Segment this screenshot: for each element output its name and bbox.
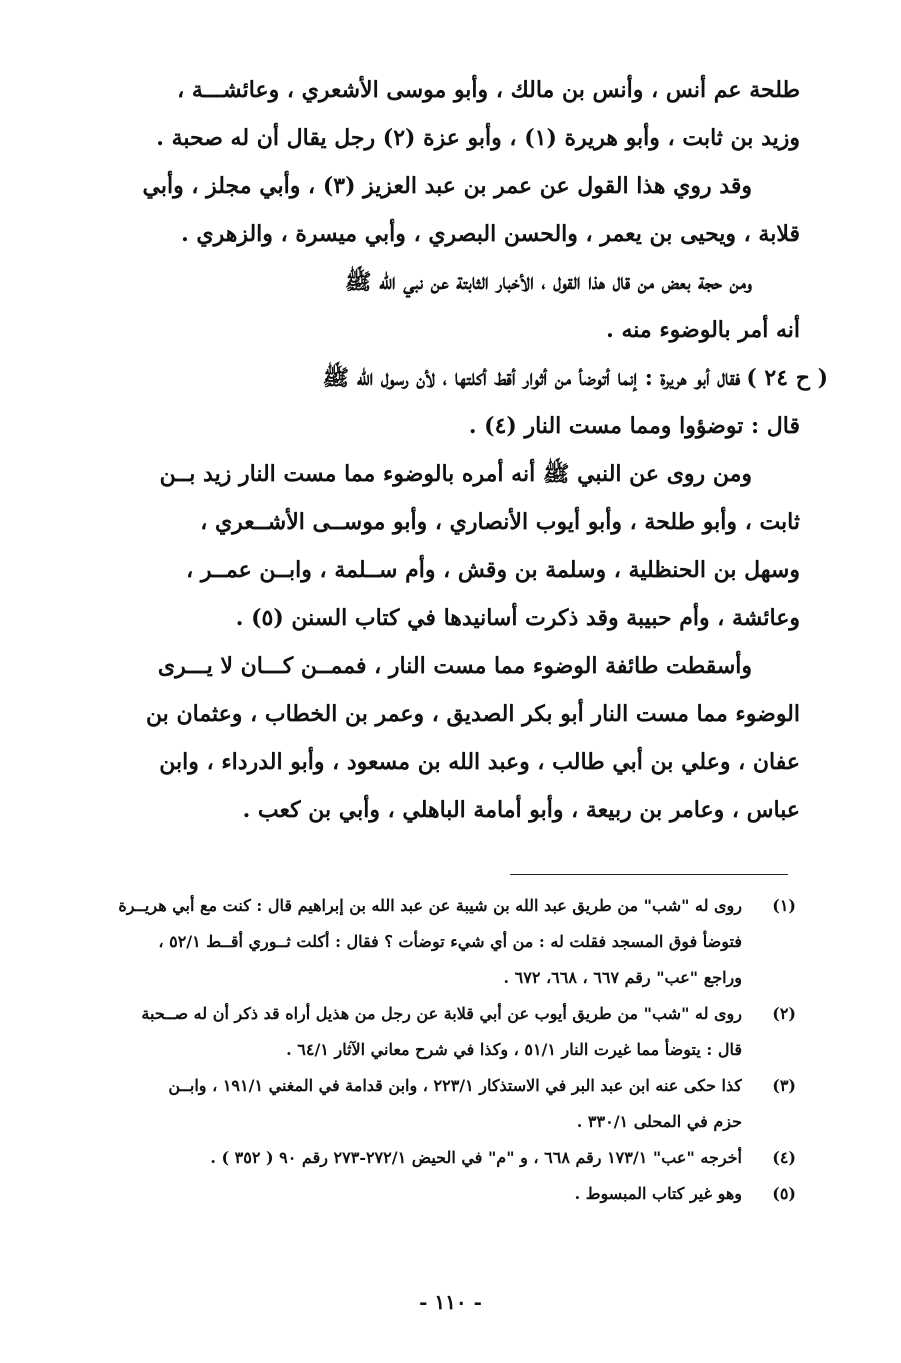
footnote-line: قال : يتوضأ مما غيرت النار ٥١/١ ، وكذا في شرح معاني الآثار ٦٤/١ . xyxy=(286,1040,742,1059)
text-line: الوضوء مما مست النار أبو بكر الصديق ، وعمر بن الخطاب ، وعثمان بن xyxy=(145,701,800,727)
page-number: - ١١٠ - xyxy=(419,1290,482,1314)
hadith-line xyxy=(80,354,828,402)
text-line: طلحة عم أنس ، وأنس بن مالك ، وأبو موسى الأشعري ، وعائشـــة ، xyxy=(177,77,800,103)
footnote-line: كذا حكى عنه ابن عبد البر في الاستذكار ٢٢٣/١ ، وابن قدامة في المغني ١٩١/١ ، وابــن xyxy=(168,1076,742,1095)
footnote-line: أخرجه "عب" ١٧٣/١ رقم ٦٦٨ ، و "م" في الحيض ٢٧٢/١-٢٧٣ رقم ٩٠ ( ٣٥٢ ) . xyxy=(210,1148,742,1167)
text-line: ومن حجة بعض من قال هذا القول ، الأخبار الثابتة عن نبي الله ﷺ xyxy=(344,269,752,295)
text-line: ثابت ، وأبو طلحة ، وأبو أيوب الأنصاري ، وأبو موســى الأشــعري ، xyxy=(200,509,800,535)
footnote-5 xyxy=(84,1176,796,1212)
text-line: عباس ، وعامر بن ربيعة ، وأبو أمامة الباهلي ، وأبي بن كعب . xyxy=(242,797,800,823)
footnote-2 xyxy=(84,996,796,1068)
text-line: ومن روى عن النبي ﷺ أنه أمره بالوضوء مما مست النار زيد بــن xyxy=(159,461,752,487)
footnote-number: (٣) xyxy=(772,1076,796,1095)
footnote-number: (١) xyxy=(772,896,796,915)
text-line: وقد روي هذا القول عن عمر بن عبد العزيز (٣) ، وأبي مجلز ، وأبي xyxy=(142,173,752,199)
footnote-line: روى له "شب" من طريق أيوب عن أبي قلابة عن رجل من هذيل أراه قد ذكر أن له صــحبة xyxy=(141,1004,742,1023)
text-line: أنه أمر بالوضوء منه . xyxy=(606,317,800,343)
footnote-line: فتوضأ فوق المسجد فقلت له : من أي شيء توضأت ؟ فقال : أكلت ثــوري أقــط ٥٢/١ ، xyxy=(158,932,742,951)
footnote-line: حزم في المحلى ٣٣٠/١ . xyxy=(576,1112,742,1131)
text-line: وسهل بن الحنظلية ، وسلمة بن وقش ، وأم ســلمة ، وابــن عمــر ، xyxy=(186,557,800,583)
footnote-separator xyxy=(510,874,788,875)
hadith-number: ( ح ٢٤ ) xyxy=(746,365,828,391)
text-line: عفان ، وعلي بن أبي طالب ، وعبد الله بن مسعود ، وأبو الدرداء ، وابن xyxy=(159,749,800,775)
text-line: وأسقطت طائفة الوضوء مما مست النار ، فممــن كـــان لا يـــرى xyxy=(157,653,752,679)
footnotes xyxy=(84,888,796,1212)
main-text xyxy=(80,66,828,834)
text-line: قلابة ، ويحيى بن يعمر ، والحسن البصري ، وأبي ميسرة ، والزهري . xyxy=(181,221,800,247)
footnote-1 xyxy=(84,888,796,996)
footnote-number: (٤) xyxy=(772,1148,796,1167)
footnote-4 xyxy=(84,1140,796,1176)
footnote-line: وراجع "عب" رقم ٦٦٧ ، ٦٦٨، ٦٧٢ . xyxy=(503,968,742,987)
footnote-number: (٥) xyxy=(772,1184,796,1203)
footnote-line: وهو غير كتاب المبسوط . xyxy=(574,1184,742,1203)
footnote-3 xyxy=(84,1068,796,1140)
footnote-line: روى له "شب" من طريق عبد الله بن شيبة عن عبد الله بن إبراهيم قال : كنت مع أبي هريــرة xyxy=(118,896,742,915)
hadith-text: فقال أبو هريرة : إنما أتوضأ من أثوار أقط أكلتها ، لأن رسول الله ﷺ xyxy=(322,365,741,391)
text-line: وزيد بن ثابت ، وأبو هريرة (١) ، وأبو عزة (٢) رجل يقال أن له صحبة . xyxy=(156,125,800,151)
text-line: وعائشة ، وأم حبيبة وقد ذكرت أسانيدها في كتاب السنن (٥) . xyxy=(235,605,800,631)
hadith-line-2: قال : توضؤوا ومما مست النار (٤) . xyxy=(468,413,800,439)
footnote-number: (٢) xyxy=(772,1004,796,1023)
